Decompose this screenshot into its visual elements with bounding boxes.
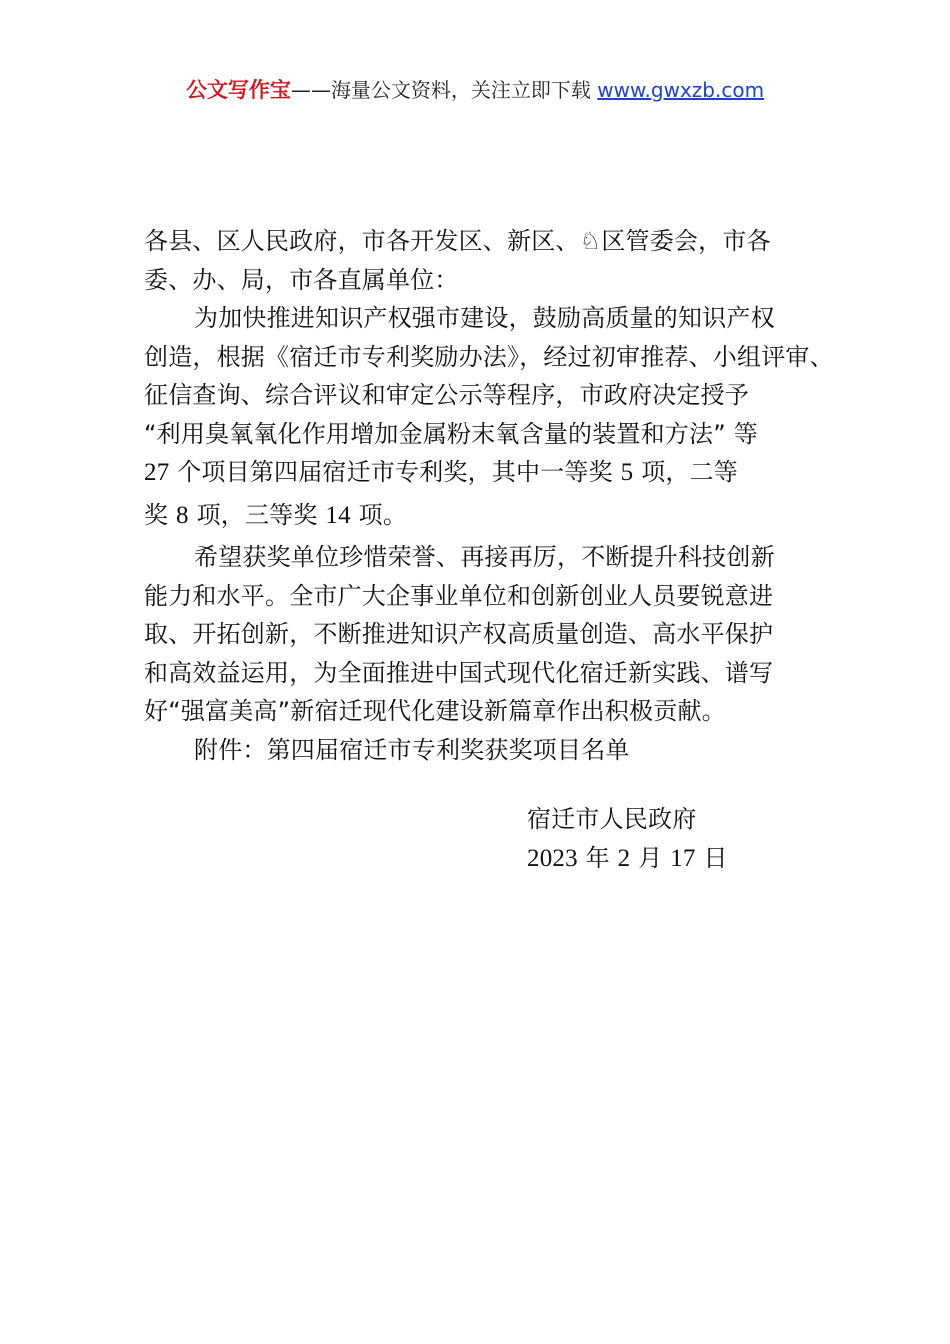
paragraph-1-line-5-text-b: 项，二等: [633, 458, 739, 486]
brand-name: 公文写作宝: [185, 78, 291, 102]
paragraph-2-line-2: 能力和水平。全市广大企事业单位和创新创业人员要锐意进: [144, 581, 774, 610]
paragraph-1-line-1: 为加快推进知识产权强市建设，鼓励高质量的知识产权: [194, 304, 775, 332]
paragraph-2-line-1: 希望获奖单位珍惜荣誉、再接再厉，不断提升科技创新: [194, 543, 775, 571]
issue-year: 2023: [527, 844, 578, 872]
paragraph-1-line-4: “利用臭氧氧化作用增加金属粉末氧含量的装置和方法” 等: [144, 419, 758, 448]
website-link[interactable]: www.gwxzb.com: [597, 78, 765, 102]
paragraph-1-line-2: 创造，根据《宿迁市专利奖励办法》，经过初审推荐、小组评审、: [144, 342, 834, 371]
signature-block: [527, 800, 827, 877]
third-prize-count: 14: [325, 501, 351, 529]
salutation-line-2: 委、办、局，市各直属单位：: [144, 265, 459, 294]
issue-day: 17: [670, 844, 696, 872]
issuing-organization: 宿迁市人民政府: [527, 805, 697, 833]
first-prize-count: 5: [620, 459, 634, 486]
paragraph-2-line-4: 和高效益运用，为全面推进中国式现代化宿迁新实践、谱写: [144, 658, 774, 687]
issue-date: [527, 839, 827, 878]
paragraph-1-line-5-text-a: 个项目第四届宿迁市专利奖，其中一等奖: [169, 458, 621, 486]
project-count: 27: [144, 459, 170, 486]
paragraph-1-line-5: [144, 453, 814, 492]
attachment-line: 附件：第四届宿迁市专利奖获奖项目名单: [194, 735, 630, 764]
second-prize-count: 8: [176, 501, 189, 529]
page-header: [0, 76, 950, 104]
paragraph-1-line-3: 征信查询、综合评议和审定公示等程序，市政府决定授予: [144, 381, 749, 409]
paragraph-1-line-6-text-c: 项。: [350, 500, 408, 529]
day-suffix: 日: [695, 843, 728, 872]
paragraph-1-line-6-text-b: 项，三等奖: [188, 500, 326, 529]
paragraph-1-line-6-text-a: 奖: [144, 500, 177, 529]
month-suffix: 月: [630, 843, 671, 872]
paragraph-1-line-6: [144, 496, 814, 535]
paragraph-2-line-3: 取、开拓创新，不断推进知识产权高质量创造、高水平保护: [144, 620, 774, 648]
header-tagline: ——海量公文资料，关注立即下载: [290, 78, 598, 102]
document-body: [144, 222, 834, 769]
salutation-line-1: 各县、区人民政府，市各开发区、新区、♘区管委会，市各: [144, 227, 771, 255]
paragraph-2-line-5: 好“强富美高”新宿迁现代化建设新篇章作出积极贡献。: [144, 697, 726, 725]
year-suffix: 年: [577, 843, 618, 872]
issue-month: 2: [617, 844, 631, 872]
